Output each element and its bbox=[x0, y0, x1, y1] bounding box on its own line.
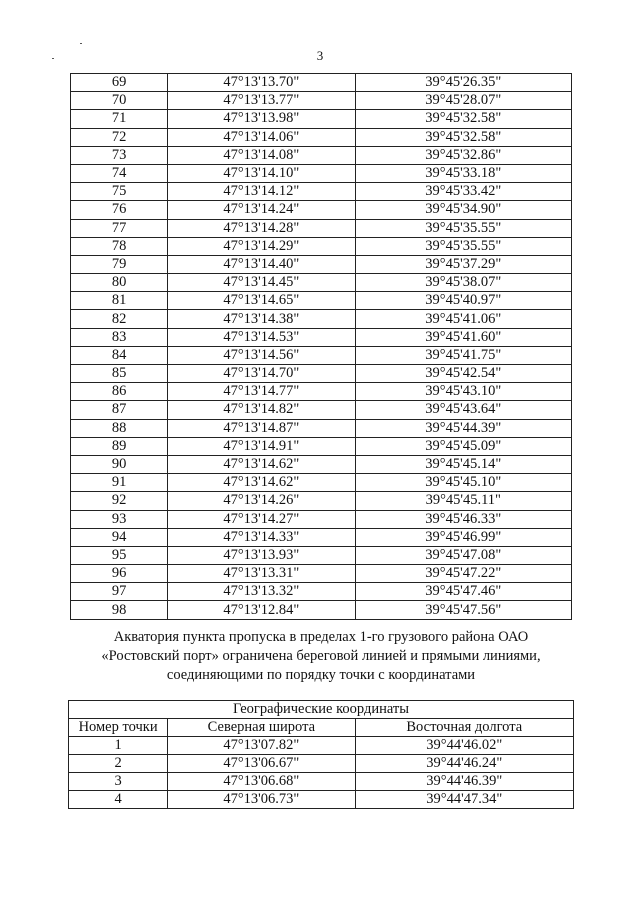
point-number-cell: 3 bbox=[69, 773, 168, 791]
point-number-cell: 72 bbox=[71, 128, 168, 146]
longitude-cell: 39°45'41.60" bbox=[355, 328, 571, 346]
latitude-cell: 47°13'14.06" bbox=[168, 128, 355, 146]
latitude-cell: 47°13'13.32" bbox=[168, 583, 355, 601]
coordinates-table-continued bbox=[70, 73, 572, 620]
longitude-cell: 39°45'46.99" bbox=[355, 528, 571, 546]
latitude-cell: 47°13'13.93" bbox=[168, 546, 355, 564]
port-area-table-body bbox=[69, 737, 574, 809]
table-row bbox=[71, 92, 572, 110]
table-row bbox=[71, 455, 572, 473]
table-row bbox=[71, 401, 572, 419]
table-row bbox=[71, 437, 572, 455]
latitude-cell: 47°13'13.77" bbox=[168, 92, 355, 110]
point-number-cell: 73 bbox=[71, 146, 168, 164]
point-number-cell: 2 bbox=[69, 755, 168, 773]
latitude-cell: 47°13'06.73" bbox=[168, 791, 355, 809]
longitude-cell: 39°45'40.97" bbox=[355, 292, 571, 310]
point-number-header: Номер точки bbox=[69, 719, 168, 737]
table-row bbox=[71, 419, 572, 437]
longitude-cell: 39°44'46.24" bbox=[355, 755, 573, 773]
table-row bbox=[71, 274, 572, 292]
longitude-cell: 39°45'44.39" bbox=[355, 419, 571, 437]
point-number-cell: 69 bbox=[71, 74, 168, 92]
latitude-cell: 47°13'14.87" bbox=[168, 419, 355, 437]
point-number-cell: 86 bbox=[71, 383, 168, 401]
point-number-cell: 80 bbox=[71, 274, 168, 292]
longitude-cell: 39°45'35.55" bbox=[355, 237, 571, 255]
table-row bbox=[71, 383, 572, 401]
latitude-cell: 47°13'14.40" bbox=[168, 255, 355, 273]
table-row bbox=[71, 474, 572, 492]
table-row bbox=[71, 110, 572, 128]
table-row bbox=[71, 255, 572, 273]
point-number-cell: 83 bbox=[71, 328, 168, 346]
longitude-cell: 39°45'32.58" bbox=[355, 110, 571, 128]
latitude-cell: 47°13'14.38" bbox=[168, 310, 355, 328]
point-number-cell: 91 bbox=[71, 474, 168, 492]
point-number-cell: 90 bbox=[71, 455, 168, 473]
longitude-cell: 39°45'47.08" bbox=[355, 546, 571, 564]
point-number-cell: 78 bbox=[71, 237, 168, 255]
point-number-cell: 79 bbox=[71, 255, 168, 273]
longitude-cell: 39°45'45.09" bbox=[355, 437, 571, 455]
scan-speck bbox=[80, 43, 82, 44]
latitude-cell: 47°13'14.77" bbox=[168, 383, 355, 401]
longitude-cell: 39°45'47.22" bbox=[355, 565, 571, 583]
point-number-cell: 96 bbox=[71, 565, 168, 583]
longitude-cell: 39°45'34.90" bbox=[355, 201, 571, 219]
table-row bbox=[71, 164, 572, 182]
point-number-cell: 77 bbox=[71, 219, 168, 237]
table-row bbox=[71, 565, 572, 583]
table-row bbox=[71, 492, 572, 510]
description-line: Акватория пункта пропуска в пределах 1-го грузового района ОАО bbox=[113, 629, 529, 645]
point-number-cell: 81 bbox=[71, 292, 168, 310]
table-row bbox=[71, 219, 572, 237]
table-row bbox=[71, 365, 572, 383]
latitude-header: Северная широта bbox=[168, 719, 355, 737]
latitude-cell: 47°13'14.53" bbox=[168, 328, 355, 346]
latitude-cell: 47°13'14.65" bbox=[168, 292, 355, 310]
point-number-cell: 82 bbox=[71, 310, 168, 328]
longitude-header: Восточная долгота bbox=[355, 719, 573, 737]
group-header-row bbox=[69, 701, 574, 719]
table-row bbox=[71, 346, 572, 364]
latitude-cell: 47°13'14.33" bbox=[168, 528, 355, 546]
point-number-cell: 1 bbox=[69, 737, 168, 755]
description-line: соединяющими по порядку точки с координатами bbox=[166, 667, 476, 683]
latitude-cell: 47°13'06.68" bbox=[168, 773, 355, 791]
point-number-cell: 76 bbox=[71, 201, 168, 219]
table-row bbox=[71, 74, 572, 92]
longitude-cell: 39°45'41.06" bbox=[355, 310, 571, 328]
table-row bbox=[71, 183, 572, 201]
longitude-cell: 39°45'32.86" bbox=[355, 146, 571, 164]
table-row bbox=[69, 773, 574, 791]
point-number-cell: 95 bbox=[71, 546, 168, 564]
latitude-cell: 47°13'14.27" bbox=[168, 510, 355, 528]
table-row bbox=[71, 510, 572, 528]
longitude-cell: 39°44'47.34" bbox=[355, 791, 573, 809]
latitude-cell: 47°13'13.98" bbox=[168, 110, 355, 128]
table-row bbox=[71, 310, 572, 328]
point-number-cell: 89 bbox=[71, 437, 168, 455]
description-line: «Ростовский порт» ограничена береговой линией и прямыми линиями, bbox=[101, 648, 541, 664]
longitude-cell: 39°45'45.10" bbox=[355, 474, 571, 492]
longitude-cell: 39°45'38.07" bbox=[355, 274, 571, 292]
latitude-cell: 47°13'13.31" bbox=[168, 565, 355, 583]
table-row bbox=[69, 791, 574, 809]
latitude-cell: 47°13'14.45" bbox=[168, 274, 355, 292]
point-number-cell: 75 bbox=[71, 183, 168, 201]
longitude-cell: 39°45'43.10" bbox=[355, 383, 571, 401]
table-row bbox=[71, 292, 572, 310]
latitude-cell: 47°13'14.24" bbox=[168, 201, 355, 219]
longitude-cell: 39°45'33.42" bbox=[355, 183, 571, 201]
longitude-cell: 39°45'32.58" bbox=[355, 128, 571, 146]
point-number-cell: 84 bbox=[71, 346, 168, 364]
table-row bbox=[71, 601, 572, 619]
point-number-cell: 92 bbox=[71, 492, 168, 510]
longitude-cell: 39°45'26.35" bbox=[355, 74, 571, 92]
latitude-cell: 47°13'14.70" bbox=[168, 365, 355, 383]
longitude-cell: 39°45'46.33" bbox=[355, 510, 571, 528]
latitude-cell: 47°13'13.70" bbox=[168, 74, 355, 92]
latitude-cell: 47°13'14.91" bbox=[168, 437, 355, 455]
table-row bbox=[71, 237, 572, 255]
page-number: 3 bbox=[316, 48, 324, 63]
water-area-description bbox=[70, 628, 572, 685]
latitude-cell: 47°13'14.08" bbox=[168, 146, 355, 164]
longitude-cell: 39°45'35.55" bbox=[355, 219, 571, 237]
table-row bbox=[71, 328, 572, 346]
point-number-cell: 98 bbox=[71, 601, 168, 619]
latitude-cell: 47°13'14.62" bbox=[168, 455, 355, 473]
latitude-cell: 47°13'12.84" bbox=[168, 601, 355, 619]
port-area-coordinates-table bbox=[68, 700, 574, 809]
longitude-cell: 39°45'47.56" bbox=[355, 601, 571, 619]
point-number-cell: 97 bbox=[71, 583, 168, 601]
table-row bbox=[71, 528, 572, 546]
latitude-cell: 47°13'14.12" bbox=[168, 183, 355, 201]
longitude-cell: 39°45'28.07" bbox=[355, 92, 571, 110]
coordinates-table-body bbox=[71, 74, 572, 620]
point-number-cell: 93 bbox=[71, 510, 168, 528]
point-number-cell: 94 bbox=[71, 528, 168, 546]
latitude-cell: 47°13'06.67" bbox=[168, 755, 355, 773]
table-row bbox=[71, 146, 572, 164]
table-row bbox=[71, 583, 572, 601]
point-number-cell: 4 bbox=[69, 791, 168, 809]
table-row bbox=[69, 755, 574, 773]
longitude-cell: 39°45'47.46" bbox=[355, 583, 571, 601]
point-number-cell: 88 bbox=[71, 419, 168, 437]
latitude-cell: 47°13'14.28" bbox=[168, 219, 355, 237]
column-header-row bbox=[69, 719, 574, 737]
longitude-cell: 39°45'37.29" bbox=[355, 255, 571, 273]
latitude-cell: 47°13'14.82" bbox=[168, 401, 355, 419]
geo-coordinates-header: Географические координаты bbox=[69, 701, 574, 719]
longitude-cell: 39°44'46.39" bbox=[355, 773, 573, 791]
longitude-cell: 39°45'45.11" bbox=[355, 492, 571, 510]
latitude-cell: 47°13'14.10" bbox=[168, 164, 355, 182]
longitude-cell: 39°45'42.54" bbox=[355, 365, 571, 383]
table-row bbox=[69, 737, 574, 755]
latitude-cell: 47°13'14.26" bbox=[168, 492, 355, 510]
longitude-cell: 39°45'43.64" bbox=[355, 401, 571, 419]
longitude-cell: 39°45'41.75" bbox=[355, 346, 571, 364]
point-number-cell: 87 bbox=[71, 401, 168, 419]
point-number-cell: 71 bbox=[71, 110, 168, 128]
table-row bbox=[71, 201, 572, 219]
longitude-cell: 39°45'33.18" bbox=[355, 164, 571, 182]
table-row bbox=[71, 128, 572, 146]
point-number-cell: 85 bbox=[71, 365, 168, 383]
longitude-cell: 39°44'46.02" bbox=[355, 737, 573, 755]
latitude-cell: 47°13'14.29" bbox=[168, 237, 355, 255]
latitude-cell: 47°13'14.56" bbox=[168, 346, 355, 364]
latitude-cell: 47°13'14.62" bbox=[168, 474, 355, 492]
point-number-cell: 70 bbox=[71, 92, 168, 110]
longitude-cell: 39°45'45.14" bbox=[355, 455, 571, 473]
table-row bbox=[71, 546, 572, 564]
latitude-cell: 47°13'07.82" bbox=[168, 737, 355, 755]
point-number-cell: 74 bbox=[71, 164, 168, 182]
